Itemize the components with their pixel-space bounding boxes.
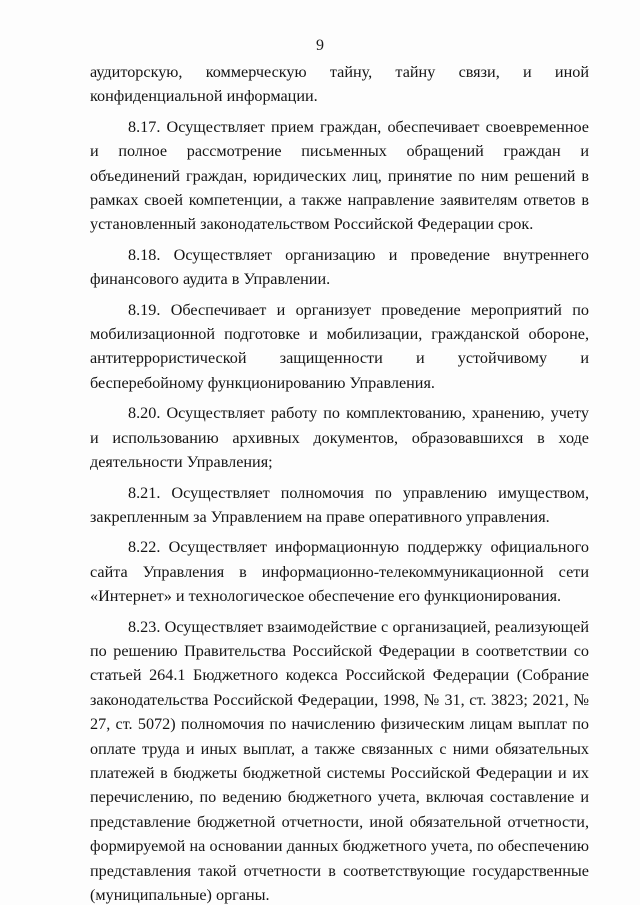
document-body [90, 60, 589, 913]
page-number: 9 [316, 37, 324, 54]
paragraph-8-20: 8.20. Осуществляет работу по комплектованию, хранению, учету и использованию архивных документов, образовавшихся в ходе деятельности Управления; [90, 404, 589, 472]
paragraph-continuation: аудиторскую, коммерческую тайну, тайну связи, и иной конфиденциальной информации. [90, 63, 589, 106]
paragraph-8-18: 8.18. Осуществляет организацию и проведение внутреннего финансового аудита в Управлении. [90, 245, 589, 289]
paragraph-8-19: 8.19. Обеспечивает и организует проведение мероприятий по мобилизационной подготовке и мобилизации, гражданской обороне, антитеррористической защищенности и устойчивому и бесперебойному функционированию Управления. [90, 300, 589, 392]
paragraph-8-23: 8.23. Осуществляет взаимодействие с организацией, реализующей по решению Правительства Российской Федерации в соответствии со статьей 264.1 Бюджетного кодекса Российской Федерации (Собрание законодательства Российской Федерации, 1998, № 31, ст. 3823; 2021, № 27, ст. 5072) полномочия по начислению физическим лицам выплат по оплате труда и иных выплат, а также связанных с ними обязательных платежей в бюджеты бюджетной системы Российской Федерации и их перечислению, по ведению бюджетного учета, включая составление и представление бюджетной отчетности, иной обязательной отчетности, формируемой на основании данных бюджетного учета, по обеспечению представления такой отчетности в соответствующие государственные (муниципальные) органы. [90, 617, 589, 904]
paragraph-8-22: 8.22. Осуществляет информационную поддержку официального сайта Управления в информационно-телекоммуникационной сети «Интернет» и технологическое обеспечение его функционирования. [90, 538, 589, 606]
paragraph-8-17: 8.17. Осуществляет прием граждан, обеспечивает своевременное и полное рассмотрение письменных обращений граждан и объединений граждан, юридических лиц, принятие по ним решений в рамках своей компетенции, а также направление заявителям ответов в установленный законодательством Российской Федерации срок. [90, 117, 589, 234]
paragraph-8-21: 8.21. Осуществляет полномочия по управлению имуществом, закрепленным за Управлением на праве оперативного управления. [90, 483, 589, 526]
